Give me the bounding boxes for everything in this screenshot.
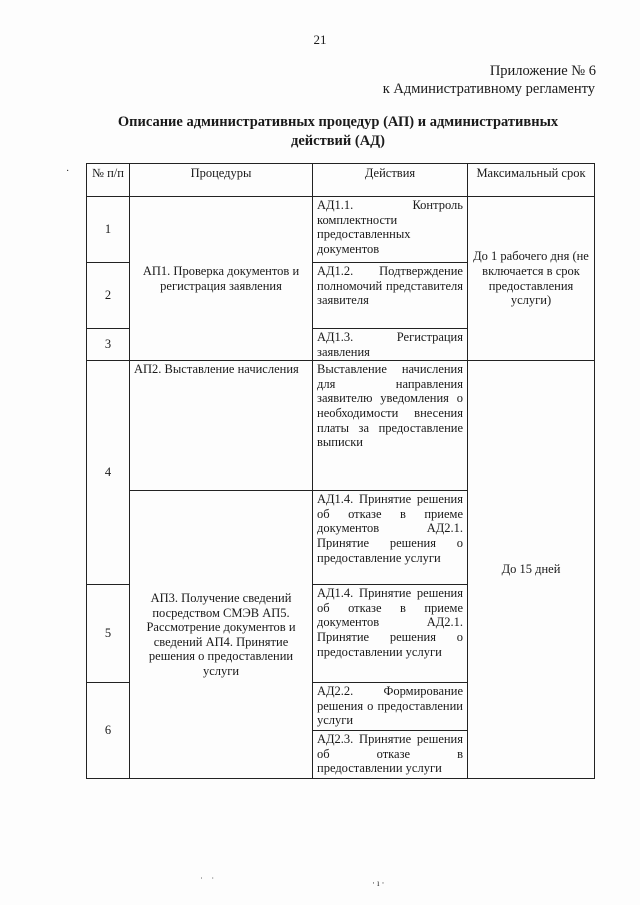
procedures-table xyxy=(86,163,595,779)
table-row xyxy=(87,197,595,263)
procedure-cell xyxy=(130,197,313,361)
term-cell: До 15 дней xyxy=(468,361,595,779)
procedure-text: АП1. Проверка документов и регистрация заявления xyxy=(142,264,300,293)
row-number: 1 xyxy=(87,197,130,263)
row-number: 6 xyxy=(87,683,130,779)
action-cell: АД1.3. Регистрация заявления xyxy=(313,329,468,361)
row-number: 3 xyxy=(87,329,130,361)
document-title: Описание административных процедур (АП) и административных действий (АД) xyxy=(117,114,559,149)
header-actions: Действия xyxy=(313,164,468,197)
table-header-row xyxy=(87,164,595,197)
action-cell: АД2.3. Принятие решения об отказе в предоставлении услуги xyxy=(313,731,468,779)
action-cell: АД1.4. Принятие решения об отказе в приеме документов АД2.1. Принятие решения о предоставление услуги xyxy=(313,491,468,585)
appendix-subtitle: к Административному регламенту xyxy=(382,81,595,97)
row-number: 4 xyxy=(87,361,130,585)
header-num: № п/п xyxy=(87,164,130,197)
row-number: 5 xyxy=(87,585,130,683)
margin-mark: · xyxy=(66,166,70,177)
row-number: 2 xyxy=(87,263,130,329)
action-cell: АД1.1. Контроль комплектности предоставленных документов xyxy=(313,197,468,263)
appendix-title: Приложение № 6 xyxy=(489,63,596,79)
term-cell: До 1 рабочего дня (не включается в срок предоставления услуги) xyxy=(468,197,595,361)
procedure-text: АП3. Получение сведений посредством СМЭВ АП5. Рассмотрение документов и сведений АП4. Принятие решения о предоставлении услуги xyxy=(146,590,296,678)
page-number: 21 xyxy=(313,32,327,47)
header-procedures: Процедуры xyxy=(130,164,313,197)
procedure-cell: АП2. Выставление начисления xyxy=(130,361,313,491)
footer-marks: ·ı· xyxy=(372,878,387,888)
header-term: Максимальный срок xyxy=(468,164,595,197)
table-row xyxy=(87,361,595,491)
action-cell: АД1.2. Подтверждение полномочий представителя заявителя xyxy=(313,263,468,329)
footer-marks: ˙ ˙ xyxy=(200,876,218,886)
action-cell: АД2.2. Формирование решения о предоставлении услуги xyxy=(313,683,468,731)
action-cell: АД1.4. Принятие решения об отказе в приеме документов АД2.1. Принятие решения о предоставлении услуги xyxy=(313,585,468,683)
procedure-cell xyxy=(130,491,313,779)
action-cell: Выставление начисления для направления заявителю уведомления о необходимости внесения платы за предоставление выписки xyxy=(313,361,468,491)
